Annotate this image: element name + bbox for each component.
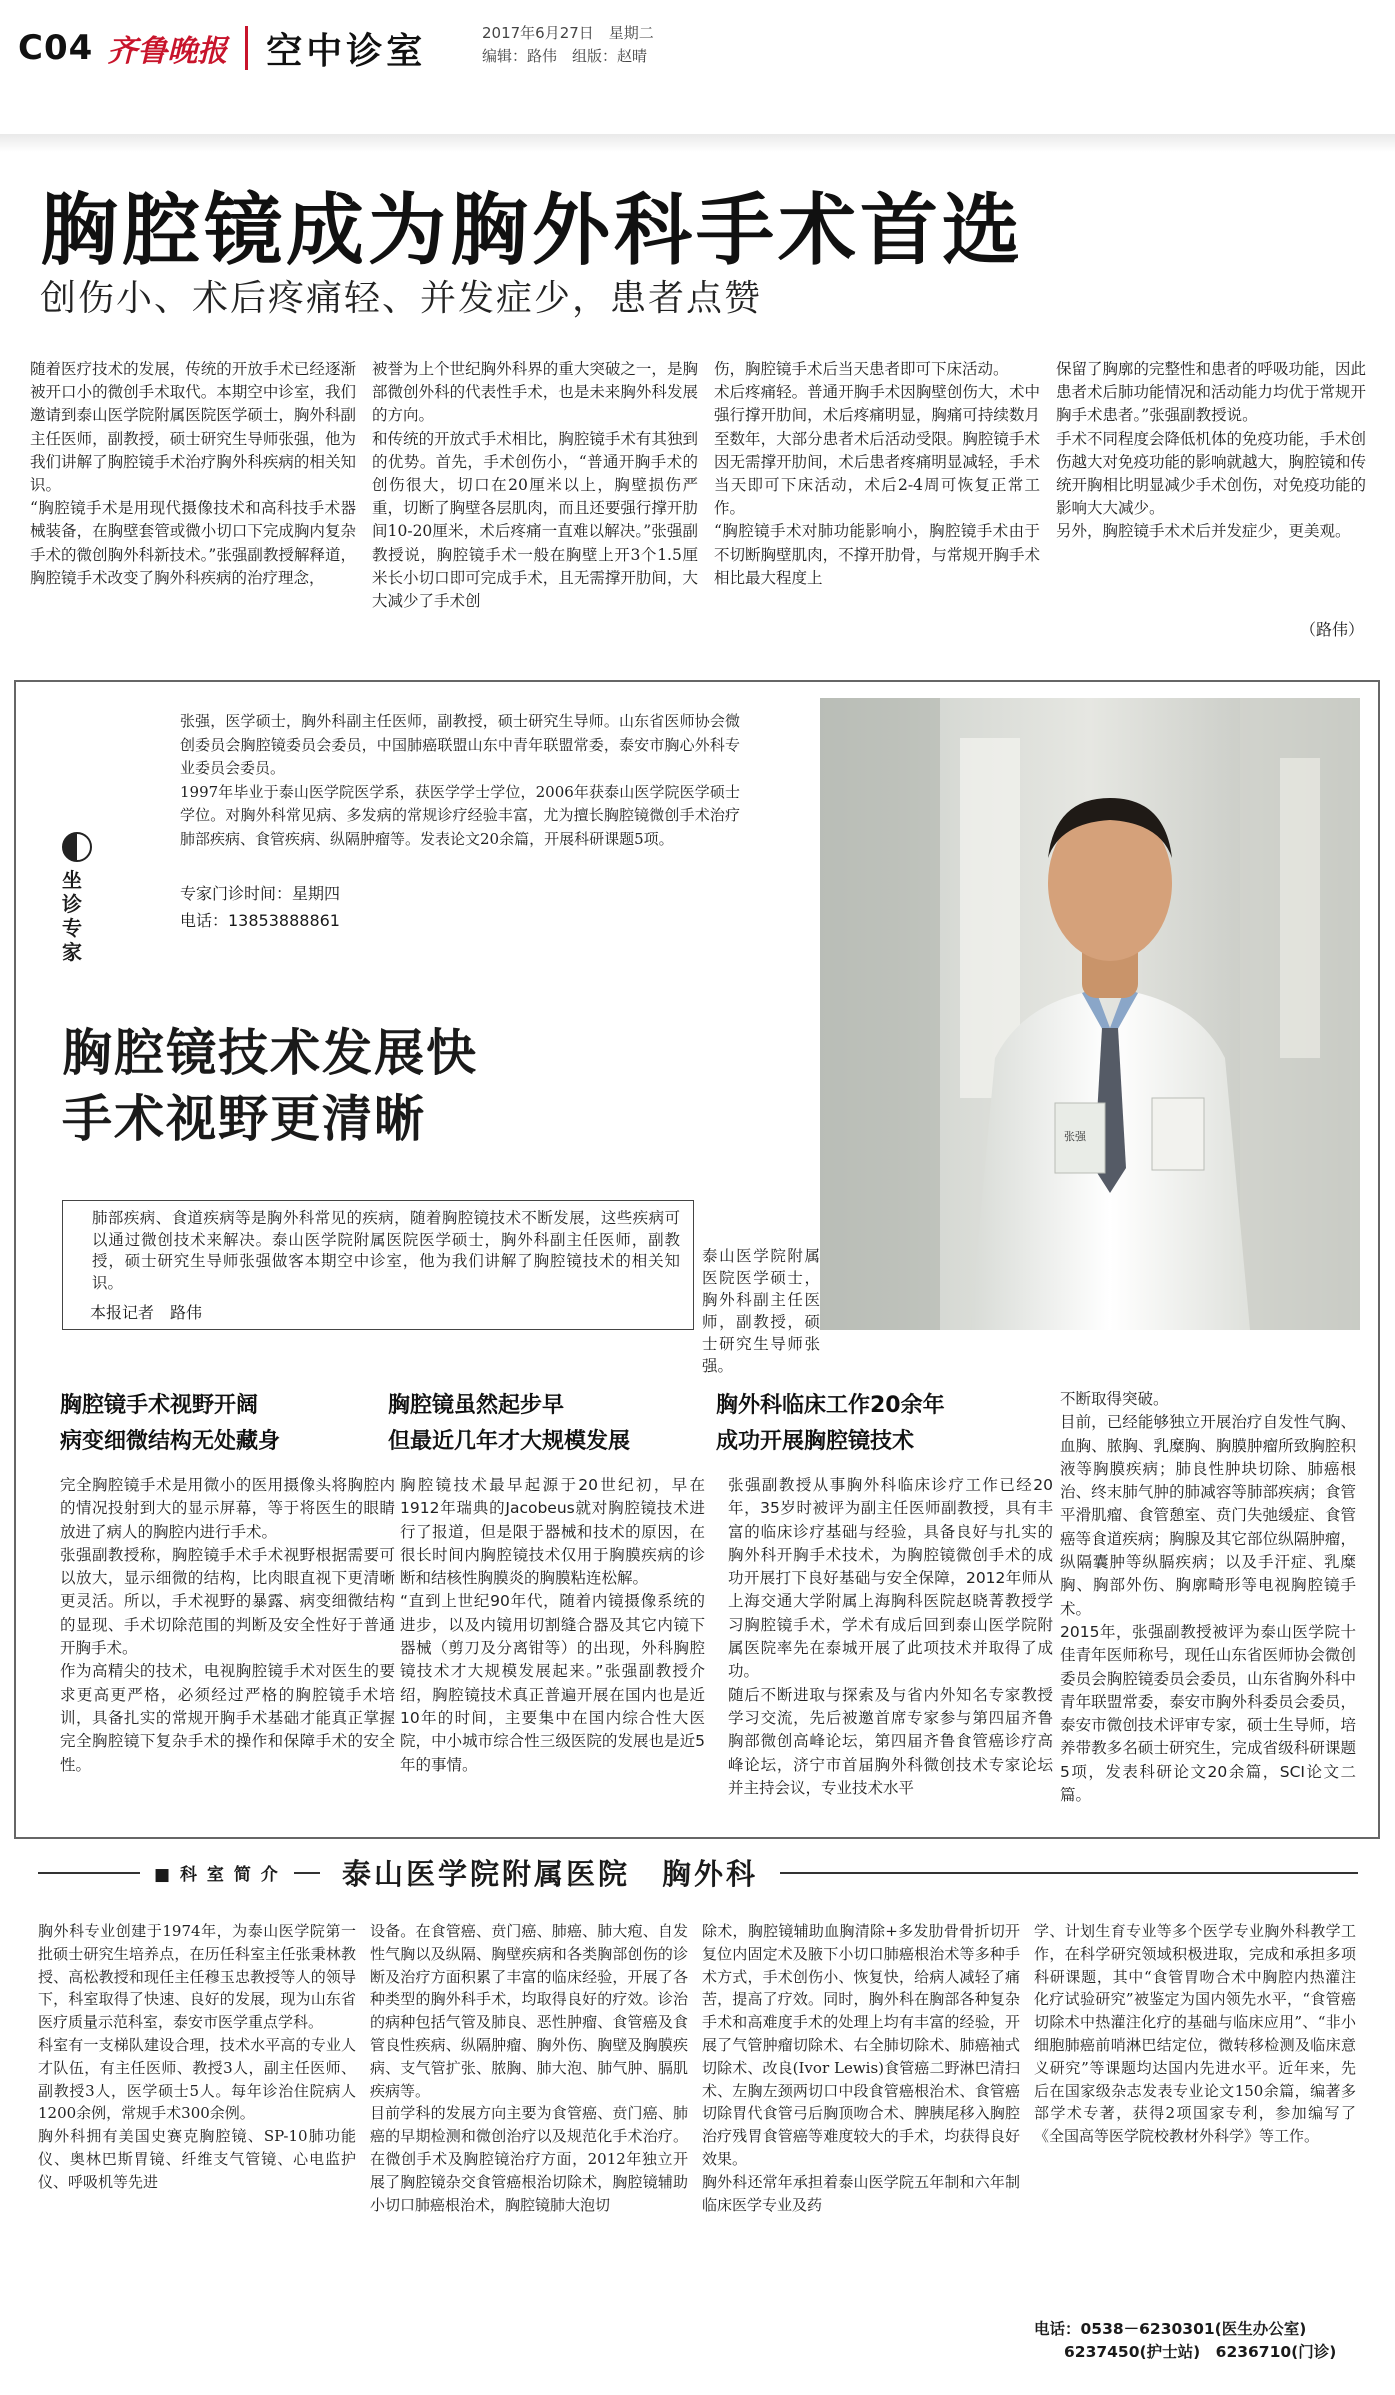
main-subheadline: 创伤小、术后疼痛轻、并发症少，患者点赞	[40, 278, 763, 319]
name-badge: 张强	[1064, 1130, 1086, 1143]
dept-column-2: 设备。在食管癌、贲门癌、肺癌、肺大疱、自发性气胸以及纵隔、胸壁疾病和各类胸部创伤的诊断及治疗方面积累了丰富的临床经验，开展了各种类型的胸外科手术，均取得良好的疗效。诊治的病种包括气管及肺良、恶性肿瘤、食管癌及食管良性疾病、纵隔肿瘤、胸外伤、胸壁及胸膜疾病、支气管扩张、脓胸、肺大泡、肺气肿、膈肌疾病等。 目前学科的发展方向主要为食管癌、贲门癌、肺癌的早期检测和微创治疗以及规范化手术治疗。在微创手术及胸腔镜治疗方面，2012年独立开展了胸腔镜杂交食管癌根治切除术，胸腔镜辅助小切口肺癌根治术，胸腔镜肺大泡切	[370, 1922, 688, 2214]
feature-subhead-1: 胸腔镜手术视野开阔 病变细微结构无处藏身	[60, 1393, 281, 1454]
masthead	[18, 18, 426, 78]
expert-tag	[62, 832, 96, 964]
main-column-1: 随着医疗技术的发展，传统的开放手术已经逐渐被开口小的微创手术取代。本期空中诊室，我们邀请到泰山医学院附属医院医学硕士，胸外科副主任医师，副教授，硕士研究生导师张强，他为我们讲解了胸腔镜手术治疗胸外科疾病的相关知识。 “胸腔镜手术是用现代摄像技术和高科技手术器械装备，在胸壁套管或微小切口下完成胸内复杂手术的微创胸外科新技术。”张强副教授解释道，胸腔镜手术改变了胸外科疾病的治疗理念，	[30, 360, 356, 587]
feature-body-2: 胸腔镜技术最早起源于20世纪初，早在1912年瑞典的Jacobeus就对胸腔镜技术进行了报道，但是限于器械和技术的原因，在很长时间内胸腔镜技术仅用于胸膜疾病的诊断和结核性胸膜炎的胸膜粘连松解。 “直到上世纪90年代，随着内镜摄像系统的进步，以及内镜用切割缝合器及其它内镜下器械（剪刀及分离钳等）的出现，外科胸腔镜技术才大规模发展起来。”张强副教授介绍，胸腔镜技术真正普遍开展在国内也是近10年的时间，主要集中在国内综合性大医院，中小城市综合性三级医院的发展也是近5年的事情。	[400, 1476, 705, 1774]
header-band	[0, 134, 1395, 152]
feature-body-1: 完全胸腔镜手术是用微小的医用摄像头将胸腔内的情况投射到大的显示屏幕，等于将医生的眼睛放进了病人的胸腔内进行手术。 张强副教授称，胸腔镜手术手术视野根据需要可以放大，显示细微的结构，比肉眼直视下更清晰更灵活。所以，手术视野的暴露、病变细微结构的显现、手术切除范围的判断及安全性好于普通开胸手术。 作为高精尖的技术，电视胸腔镜手术对医生的要求更高更严格，必须经过严格的胸腔镜手术培训，具备扎实的常规开胸手术基础才能真正掌握完全胸腔镜下复杂手术的操作和保障手术的安全性。	[60, 1476, 395, 1774]
divider	[245, 26, 248, 70]
main-column-4: 保留了胸廓的完整性和患者的呼吸功能，因此患者术后肺功能情况和活动能力均优于常规开胸手术患者。”张强副教授说。 手术不同程度会降低机体的免疫功能，手术创伤越大对免疫功能的影响就越大，胸腔镜和传统开胸相比明显减少手术创伤，对免疫功能的影响大大减少。 另外，胸腔镜手术术后并发症少，更美观。	[1056, 360, 1366, 541]
editor-credits: 编辑：路伟 组版：赵晴	[482, 47, 648, 65]
photo-caption: 泰山医学院附属医院医学硕士，胸外科副主任医师，副教授，硕士研究生导师张强。	[702, 1247, 820, 1375]
dept-column-4: 学、计划生育专业等多个医学专业胸外科教学工作，在科学研究领域积极进取，完成和承担多项科研课题，其中“食管胃吻合术中胸腔内热灌注化疗试验研究”被鉴定为国内领先水平，“食管癌切除术中热灌注化疗的基础与临床应用”、“非小细胞肺癌前哨淋巴结定位，微转移检测及临床意义研究”等课题均达国内先进水平。近年来，先后在国家级杂志发表专业论文150余篇，编著多部学术专著，获得2项国家专利，参加编写了《全国高等医学院校教材外科学》等工作。	[1034, 1922, 1356, 2146]
dept-column-3: 除术，胸腔镜辅助血胸清除+多发肋骨骨折切开复位内固定术及腋下小切口肺癌根治术等多种手术方式，手术创伤小、恢复快，给病人减轻了痛苦，提高了疗效。同时，胸外科在胸部各种复杂手术和高难度手术的处理上均有丰富的经验，开展了气管肿瘤切除术、右全肺切除术、肺癌袖式切除术、改良(Ivor Lewis)食管癌二野淋巴清扫术、左胸左颈两切口中段食管癌根治术、食管癌切除胃代食管弓后胸顶吻合术、脾胰尾移入胸腔治疗残胃食管癌等难度较大的手术，均获得良好效果。 胸外科还常年承担着泰山医学院五年制和六年制临床医学专业及药	[702, 1922, 1020, 2214]
page-code: C04	[18, 28, 94, 68]
expert-bio: 张强，医学硕士，胸外科副主任医师，副教授，硕士研究生导师。山东省医师协会微创委员会胸腔镜委员会委员，中国肺癌联盟山东中青年联盟常委，泰安市胸心外科专业委员会委员。 1997年毕业于泰山医学院医学系，获医学学士学位，2006年获泰山医学院医学硕士学位。对胸外科常见病、多发病的常规诊疗经验丰富，尤为擅长胸腔镜微创手术治疗肺部疾病、食管疾病、纵隔肿瘤等。发表论文20余篇，开展科研课题5项。	[180, 712, 740, 848]
feature-subhead-2: 胸腔镜虽然起步早 但最近几年才大规模发展	[388, 1393, 631, 1454]
main-headline: 胸腔镜成为胸外科手术首选	[40, 186, 1025, 276]
main-byline: （路伟）	[1300, 620, 1365, 639]
dept-title: 泰山医学院附属医院 胸外科	[320, 1852, 780, 1893]
issue-date: 2017年6月27日 星期二	[482, 24, 654, 42]
feature-subhead-3: 胸外科临床工作20余年 成功开展胸腔镜技术	[716, 1393, 945, 1454]
feature-lead: 肺部疾病、食道疾病等是胸外科常见的疾病，随着胸腔镜技术不断发展，这些疾病可以通过微创技术来解决。泰山医学院附属医院医学硕士，胸外科副主任医师，副教授，硕士研究生导师张强做客本期空中诊室，他为我们讲解了胸腔镜技术的相关知识。	[92, 1209, 680, 1292]
feature-headline-line-2: 手术视野更清晰	[62, 1090, 426, 1148]
newspaper-logo: 齐鲁晚报	[107, 34, 228, 69]
dept-phone-office: 电话：0538－6230301(医生办公室)	[1034, 2320, 1307, 2338]
dept-phone-nurse-clinic: 6237450(护士站) 6236710(门诊)	[1064, 2343, 1337, 2361]
portrait-illustration	[820, 698, 1360, 1330]
section-title: 空中诊室	[266, 30, 427, 72]
main-column-3: 伤，胸腔镜手术后当天患者即可下床活动。 术后疼痛轻。普通开胸手术因胸壁创伤大，术中强行撑开肋间，术后疼痛明显，胸痛可持续数月至数年，大部分患者术后活动受限。胸腔镜手术因无需撑开肋间，术后患者疼痛明显减轻，手术当天即可下床活动，术后2-4周可恢复正常工作。 “胸腔镜手术对肺功能影响小，胸腔镜手术由于不切断胸壁肌肉，不撑开肋骨，与常规开胸手术相比最大程度上	[714, 360, 1040, 587]
main-column-2: 被誉为上个世纪胸外科界的重大突破之一，是胸部微创外科的代表性手术，也是未来胸外科发展的方向。 和传统的开放式手术相比，胸腔镜手术有其独到的优势。首先，手术创伤小，“普通开胸手术的创伤很大，切口在20厘米以上，胸壁损伤严重，切断了胸壁各层肌肉，而且还要强行撑开肋间10-20厘米，术后疼痛一直难以解决。”张强副教授说，胸腔镜手术一般在胸壁上开3个1.5厘米长小切口即可完成手术，且无需撑开肋间，大大减少了手术创	[372, 360, 698, 611]
dept-column-1: 胸外科专业创建于1974年，为泰山医学院第一批硕士研究生培养点，在历任科室主任张秉林教授、高松教授和现任主任穆玉忠教授等人的领导下，科室取得了快速、良好的发展，现为山东省医疗质量示范科室，泰安市医学重点学科。 科室有一支梯队建设合理，技术水平高的专业人才队伍，有主任医师、教授3人，副主任医师、副教授3人，医学硕士5人。每年诊治住院病人1200余例，常规手术300余例。 胸外科拥有美国史赛克胸腔镜、SP-10肺功能仪、奥林巴斯胃镜、纤维支气管镜、心电监护仪、呼吸机等先进	[38, 1922, 356, 2191]
feature-headline	[62, 1020, 478, 1152]
expert-portrait	[820, 698, 1360, 1330]
half-circle-icon	[62, 832, 92, 862]
feature-body-4: 不断取得突破。 目前，已经能够独立开展治疗自发性气胸、血胸、脓胸、乳糜胸、胸膜肿瘤所致胸腔积液等胸膜疾病；肺良性肿块切除、肺癌根治、终末肺气肿的肺减容等肺部疾病；食管平滑肌瘤、食管憩室、贲门失弛缓症、食管癌等食道疾病；胸腺及其它部位纵隔肿瘤，纵隔囊肿等纵膈疾病；以及手汗症、乳糜胸、胸部外伤、胸廓畸形等电视胸腔镜手术。 2015年，张强副教授被评为泰山医学院十佳青年医师称号，现任山东省医师协会微创委员会胸腔镜委员会委员，山东省胸外科中青年联盟常委，泰安市胸外科委员会委员，泰安市微创技术评审专家，硕士生导师，培养带教多名硕士研究生，完成省级科研课题5项，发表科研论文20余篇，SCI论文二篇。	[1060, 1390, 1356, 1805]
clinic-time: 专家门诊时间：星期四	[180, 884, 341, 903]
expert-tag-label: 坐诊专家	[62, 868, 82, 964]
feature-headline-line-1: 胸腔镜技术发展快	[62, 1024, 478, 1082]
feature-body-3: 张强副教授从事胸外科临床诊疗工作已经20年，35岁时被评为副主任医师副教授，具有丰富的临床诊疗基础与经验，具备良好与扎实的胸外科开胸手术技术，为胸腔镜微创手术的成功开展打下良好基础与安全保障，2012年师从上海交通大学附属上海胸科医院赵晓菁教授学习胸腔镜手术，学术有成后回到泰山医学院附属医院率先在泰城开展了此项技术并取得了成功。 随后不断进取与探索及与省内外知名专家教授学习交流，先后被邀首席专家参与第四届齐鲁胸部微创高峰论坛，第四届齐鲁食管癌诊疗高峰论坛，济宁市首届胸外科微创技术专家论坛并主持会议，专业技术水平	[728, 1476, 1053, 1797]
reporter-credit: 本报记者 路伟	[90, 1303, 203, 1322]
expert-contact	[180, 880, 340, 934]
issue-meta	[482, 22, 654, 68]
dept-tag: ■ 科 室 简 介	[140, 1860, 294, 1885]
clinic-phone: 电话：13853888861	[180, 911, 340, 930]
dept-contact	[1034, 2318, 1336, 2364]
